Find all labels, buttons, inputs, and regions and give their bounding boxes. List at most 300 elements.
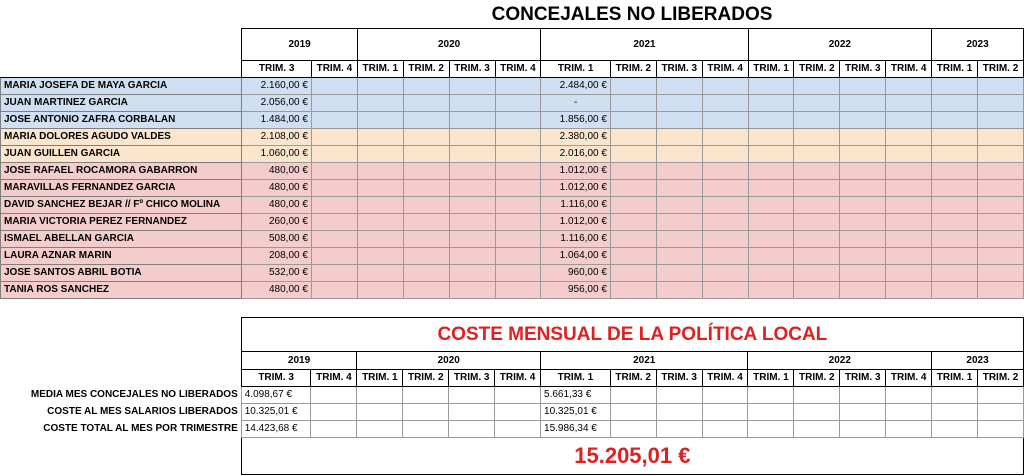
table-row <box>1 282 1024 299</box>
empty-cell <box>886 421 932 438</box>
empty-cell <box>978 78 1024 95</box>
empty-cell <box>610 163 656 180</box>
empty-cell <box>610 248 656 265</box>
empty-cell <box>656 265 702 282</box>
empty-cell <box>403 180 449 197</box>
empty-cell <box>449 421 495 438</box>
councillor-name: MARAVILLAS FERNANDEZ GARCIA <box>1 180 242 197</box>
empty-cell <box>978 197 1024 214</box>
empty-cell <box>840 387 886 404</box>
quarter-header: TRIM. 2 <box>610 370 656 387</box>
summary-year-2019: 2019 <box>241 352 357 370</box>
empty-cell <box>794 180 840 197</box>
empty-cell <box>495 180 541 197</box>
councillor-name: JOSE SANTOS ABRIL BOTIA <box>1 265 242 282</box>
empty-cell <box>748 214 794 231</box>
empty-cell <box>357 421 403 438</box>
empty-cell <box>886 404 932 421</box>
empty-cell <box>702 248 748 265</box>
empty-cell <box>495 112 541 129</box>
empty-cell <box>311 387 357 404</box>
councillor-name: JOSE ANTONIO ZAFRA CORBALAN <box>1 112 242 129</box>
empty-cell <box>840 163 886 180</box>
councillor-name: JUAN GUILLEN GARCIA <box>1 146 242 163</box>
empty-cell <box>495 265 541 282</box>
empty-cell <box>932 197 978 214</box>
quarter-header: TRIM. 4 <box>886 370 932 387</box>
empty-cell <box>932 387 978 404</box>
quarter-header: TRIM. 4 <box>311 370 357 387</box>
empty-cell <box>794 78 840 95</box>
empty-cell <box>495 421 541 438</box>
empty-cell <box>886 129 932 146</box>
empty-cell <box>610 129 656 146</box>
empty-cell <box>840 231 886 248</box>
quarter-header: TRIM. 3 <box>449 370 495 387</box>
empty-cell <box>311 180 357 197</box>
empty-cell <box>449 146 495 163</box>
quarter-header: TRIM. 1 <box>748 370 794 387</box>
empty-cell <box>794 282 840 299</box>
empty-cell <box>978 387 1024 404</box>
empty-cell <box>610 197 656 214</box>
empty-cell <box>702 112 748 129</box>
councillor-rows <box>1 78 1024 299</box>
summary-year-row <box>0 352 1024 370</box>
empty-cell <box>311 265 357 282</box>
empty-cell <box>748 129 794 146</box>
year-2022: 2022 <box>748 29 932 61</box>
empty-cell <box>495 129 541 146</box>
empty-cell <box>610 146 656 163</box>
empty-cell <box>449 112 495 129</box>
empty-cell <box>403 163 449 180</box>
value-2019-q3: 208,00 € <box>242 248 312 265</box>
councillor-name: JOSE RAFAEL ROCAMORA GABARRON <box>1 163 242 180</box>
empty-cell <box>748 265 794 282</box>
councillor-name: MARIA JOSEFA DE MAYA GARCIA <box>1 78 242 95</box>
empty-cell <box>932 265 978 282</box>
empty-cell <box>656 95 702 112</box>
summary-year-2020: 2020 <box>357 352 541 370</box>
quarter-header: TRIM. 2 <box>794 61 840 78</box>
empty-cell <box>311 214 357 231</box>
summary-label: MEDIA MES CONCEJALES NO LIBERADOS <box>30 389 238 400</box>
councillor-name: DAVID SANCHEZ BEJAR // Fº CHICO MOLINA <box>1 197 242 214</box>
empty-cell <box>403 95 449 112</box>
value-2021-q1: 1.116,00 € <box>541 231 611 248</box>
quarter-header: TRIM. 3 <box>656 370 702 387</box>
empty-cell <box>748 197 794 214</box>
empty-cell <box>932 404 978 421</box>
empty-cell <box>748 78 794 95</box>
empty-cell <box>403 214 449 231</box>
table-row <box>1 231 1024 248</box>
value-2021-q1: 960,00 € <box>541 265 611 282</box>
empty-cell <box>403 78 449 95</box>
quarter-header: TRIM. 1 <box>357 370 403 387</box>
empty-cell <box>932 214 978 231</box>
empty-cell <box>449 231 495 248</box>
empty-cell <box>311 112 357 129</box>
empty-cell <box>357 231 403 248</box>
quarter-header: TRIM. 1 <box>932 61 978 78</box>
empty-cell <box>840 197 886 214</box>
empty-cell <box>495 231 541 248</box>
value-2021-q1: 1.012,00 € <box>541 163 611 180</box>
empty-cell <box>357 112 403 129</box>
value-2019-q3: 1.484,00 € <box>242 112 312 129</box>
empty-cell <box>886 163 932 180</box>
value-2019-q3: 2.108,00 € <box>242 129 312 146</box>
empty-cell <box>840 180 886 197</box>
empty-cell <box>403 112 449 129</box>
quarter-header: TRIM. 3 <box>656 61 702 78</box>
quarter-header: TRIM. 3 <box>840 61 886 78</box>
empty-cell <box>610 387 656 404</box>
empty-cell <box>794 146 840 163</box>
empty-cell <box>610 95 656 112</box>
empty-cell <box>702 129 748 146</box>
empty-cell <box>311 197 357 214</box>
empty-cell <box>610 282 656 299</box>
empty-cell <box>748 180 794 197</box>
empty-cell <box>610 112 656 129</box>
quarter-header: TRIM. 4 <box>702 370 748 387</box>
year-header-row <box>1 29 1024 61</box>
empty-cell <box>357 214 403 231</box>
empty-cell <box>840 265 886 282</box>
summary-2021-q1: 5.661,33 € <box>541 387 611 404</box>
empty-cell <box>794 197 840 214</box>
empty-cell <box>794 404 840 421</box>
empty-cell <box>840 421 886 438</box>
empty-cell <box>702 95 748 112</box>
empty-cell <box>748 404 794 421</box>
empty-cell <box>656 180 702 197</box>
empty-cell <box>311 78 357 95</box>
value-2019-q3: 532,00 € <box>242 265 312 282</box>
empty-cell <box>403 387 449 404</box>
quarter-header: TRIM. 2 <box>978 370 1024 387</box>
empty-cell <box>886 197 932 214</box>
empty-cell <box>449 78 495 95</box>
table-row <box>1 163 1024 180</box>
empty-cell <box>702 197 748 214</box>
empty-cell <box>449 129 495 146</box>
empty-cell <box>886 180 932 197</box>
empty-cell <box>311 282 357 299</box>
empty-cell <box>656 112 702 129</box>
empty-cell <box>495 214 541 231</box>
empty-cell <box>978 146 1024 163</box>
empty-cell <box>932 248 978 265</box>
empty-cell <box>656 387 702 404</box>
empty-cell <box>357 146 403 163</box>
quarter-header: TRIM. 2 <box>978 61 1024 78</box>
summary-year-2023: 2023 <box>932 352 1024 370</box>
quarter-header: TRIM. 2 <box>794 370 840 387</box>
quarter-header: TRIM. 1 <box>748 61 794 78</box>
empty-cell <box>403 265 449 282</box>
empty-cell <box>610 180 656 197</box>
value-2019-q3: 480,00 € <box>242 197 312 214</box>
empty-cell <box>886 112 932 129</box>
quarter-header: TRIM. 2 <box>610 61 656 78</box>
empty-cell <box>403 248 449 265</box>
empty-cell <box>495 95 541 112</box>
summary-label: COSTE TOTAL AL MES POR TRIMESTRE <box>43 423 238 434</box>
table-row <box>1 180 1024 197</box>
empty-cell <box>449 387 495 404</box>
table-row <box>1 78 1024 95</box>
empty-cell <box>656 421 702 438</box>
empty-cell <box>840 95 886 112</box>
empty-cell <box>656 404 702 421</box>
empty-cell <box>449 404 495 421</box>
empty-cell <box>702 265 748 282</box>
empty-cell <box>311 163 357 180</box>
value-2019-q3: 2.056,00 € <box>242 95 312 112</box>
empty-cell <box>656 248 702 265</box>
empty-cell <box>932 231 978 248</box>
empty-cell <box>978 282 1024 299</box>
empty-cell <box>311 421 357 438</box>
empty-cell <box>932 129 978 146</box>
empty-cell <box>932 78 978 95</box>
empty-cell <box>978 95 1024 112</box>
quarter-header: TRIM. 4 <box>495 61 541 78</box>
value-2019-q3: 1.060,00 € <box>242 146 312 163</box>
empty-cell <box>357 404 403 421</box>
councillors-table <box>0 28 1024 299</box>
empty-cell <box>978 421 1024 438</box>
table-row <box>1 197 1024 214</box>
empty-cell <box>357 248 403 265</box>
empty-cell <box>357 387 403 404</box>
empty-cell <box>311 404 357 421</box>
empty-cell <box>748 387 794 404</box>
empty-cell <box>840 129 886 146</box>
quarter-header: TRIM. 3 <box>449 61 495 78</box>
table-row <box>1 248 1024 265</box>
summary-2021-q1: 15.986,34 € <box>541 421 611 438</box>
empty-cell <box>495 78 541 95</box>
table-row <box>1 95 1024 112</box>
header-blank <box>1 29 242 78</box>
empty-cell <box>886 387 932 404</box>
empty-cell <box>449 197 495 214</box>
empty-cell <box>840 112 886 129</box>
empty-cell <box>610 231 656 248</box>
empty-cell <box>656 214 702 231</box>
value-2019-q3: 480,00 € <box>242 180 312 197</box>
empty-cell <box>702 421 748 438</box>
summary-row <box>0 404 1024 421</box>
empty-cell <box>886 282 932 299</box>
empty-cell <box>702 146 748 163</box>
quarter-header: TRIM. 1 <box>357 61 403 78</box>
empty-cell <box>702 404 748 421</box>
councillor-name: TANIA ROS SANCHEZ <box>1 282 242 299</box>
councillor-name: ISMAEL ABELLAN GARCIA <box>1 231 242 248</box>
summary-row <box>0 387 1024 404</box>
quarter-header: TRIM. 1 <box>541 370 611 387</box>
empty-cell <box>794 421 840 438</box>
table-row <box>1 214 1024 231</box>
empty-cell <box>311 248 357 265</box>
summary-2019-q3: 4.098,67 € <box>241 387 311 404</box>
empty-cell <box>357 197 403 214</box>
empty-cell <box>610 421 656 438</box>
empty-cell <box>886 265 932 282</box>
empty-cell <box>656 78 702 95</box>
summary-row <box>0 421 1024 438</box>
empty-cell <box>748 146 794 163</box>
empty-cell <box>702 163 748 180</box>
value-2019-q3: 480,00 € <box>242 163 312 180</box>
empty-cell <box>495 404 541 421</box>
summary-label: COSTE AL MES SALARIOS LIBERADOS <box>47 406 238 417</box>
empty-cell <box>794 214 840 231</box>
summary-blank <box>0 318 241 352</box>
empty-cell <box>495 163 541 180</box>
empty-cell <box>449 163 495 180</box>
empty-cell <box>840 146 886 163</box>
councillor-name: LAURA AZNAR MARIN <box>1 248 242 265</box>
empty-cell <box>656 146 702 163</box>
quarter-header: TRIM. 3 <box>242 61 312 78</box>
empty-cell <box>495 282 541 299</box>
empty-cell <box>932 112 978 129</box>
empty-cell <box>886 95 932 112</box>
empty-cell <box>311 129 357 146</box>
empty-cell <box>932 282 978 299</box>
value-2019-q3: 480,00 € <box>242 282 312 299</box>
empty-cell <box>978 248 1024 265</box>
quarter-header: TRIM. 4 <box>702 61 748 78</box>
value-2021-q1: - <box>541 95 611 112</box>
empty-cell <box>610 265 656 282</box>
empty-cell <box>495 146 541 163</box>
quarter-header: TRIM. 4 <box>311 61 357 78</box>
empty-cell <box>978 180 1024 197</box>
summary-title: COSTE MENSUAL DE LA POLÍTICA LOCAL <box>241 318 1023 352</box>
quarter-header: TRIM. 1 <box>541 61 611 78</box>
empty-cell <box>311 146 357 163</box>
empty-cell <box>702 78 748 95</box>
empty-cell <box>840 78 886 95</box>
empty-cell <box>886 146 932 163</box>
quarter-header: TRIM. 3 <box>840 370 886 387</box>
empty-cell <box>656 197 702 214</box>
summary-2019-q3: 10.325,01 € <box>241 404 311 421</box>
year-2023: 2023 <box>932 29 1024 61</box>
empty-cell <box>610 78 656 95</box>
year-2019: 2019 <box>242 29 357 61</box>
value-2019-q3: 508,00 € <box>242 231 312 248</box>
empty-cell <box>932 421 978 438</box>
empty-cell <box>610 404 656 421</box>
empty-cell <box>449 282 495 299</box>
empty-cell <box>932 146 978 163</box>
quarter-header: TRIM. 4 <box>886 61 932 78</box>
value-2021-q1: 2.484,00 € <box>541 78 611 95</box>
empty-cell <box>403 129 449 146</box>
empty-cell <box>794 265 840 282</box>
year-2021: 2021 <box>541 29 748 61</box>
empty-cell <box>311 231 357 248</box>
empty-cell <box>886 231 932 248</box>
summary-2019-q3: 14.423,68 € <box>241 421 311 438</box>
empty-cell <box>495 197 541 214</box>
empty-cell <box>702 387 748 404</box>
empty-cell <box>357 282 403 299</box>
empty-cell <box>886 214 932 231</box>
councillor-name: MARIA DOLORES AGUDO VALDES <box>1 129 242 146</box>
empty-cell <box>403 421 449 438</box>
summary-year-2022: 2022 <box>748 352 932 370</box>
empty-cell <box>357 78 403 95</box>
value-2021-q1: 1.856,00 € <box>541 112 611 129</box>
empty-cell <box>449 265 495 282</box>
empty-cell <box>702 214 748 231</box>
empty-cell <box>932 163 978 180</box>
empty-cell <box>840 282 886 299</box>
empty-cell <box>748 163 794 180</box>
empty-cell <box>748 421 794 438</box>
quarter-header: TRIM. 1 <box>932 370 978 387</box>
value-2019-q3: 260,00 € <box>242 214 312 231</box>
value-2021-q1: 956,00 € <box>541 282 611 299</box>
empty-cell <box>794 387 840 404</box>
empty-cell <box>656 282 702 299</box>
empty-cell <box>748 248 794 265</box>
quarter-header: TRIM. 3 <box>241 370 311 387</box>
table-row <box>1 112 1024 129</box>
empty-cell <box>978 231 1024 248</box>
empty-cell <box>449 180 495 197</box>
summary-rows <box>0 387 1024 438</box>
empty-cell <box>403 197 449 214</box>
quarter-header: TRIM. 4 <box>495 370 541 387</box>
empty-cell <box>702 231 748 248</box>
empty-cell <box>656 231 702 248</box>
empty-cell <box>656 163 702 180</box>
empty-cell <box>311 95 357 112</box>
empty-cell <box>357 180 403 197</box>
empty-cell <box>932 180 978 197</box>
empty-cell <box>978 112 1024 129</box>
empty-cell <box>357 95 403 112</box>
councillor-name: JUAN MARTINEZ GARCIA <box>1 95 242 112</box>
empty-cell <box>886 248 932 265</box>
empty-cell <box>794 231 840 248</box>
empty-cell <box>449 95 495 112</box>
empty-cell <box>932 95 978 112</box>
empty-cell <box>978 265 1024 282</box>
empty-cell <box>794 248 840 265</box>
empty-cell <box>656 129 702 146</box>
empty-cell <box>403 404 449 421</box>
empty-cell <box>840 214 886 231</box>
empty-cell <box>403 282 449 299</box>
value-2021-q1: 1.012,00 € <box>541 180 611 197</box>
empty-cell <box>495 248 541 265</box>
value-2021-q1: 2.016,00 € <box>541 146 611 163</box>
empty-cell <box>449 248 495 265</box>
summary-year-2021: 2021 <box>541 352 748 370</box>
